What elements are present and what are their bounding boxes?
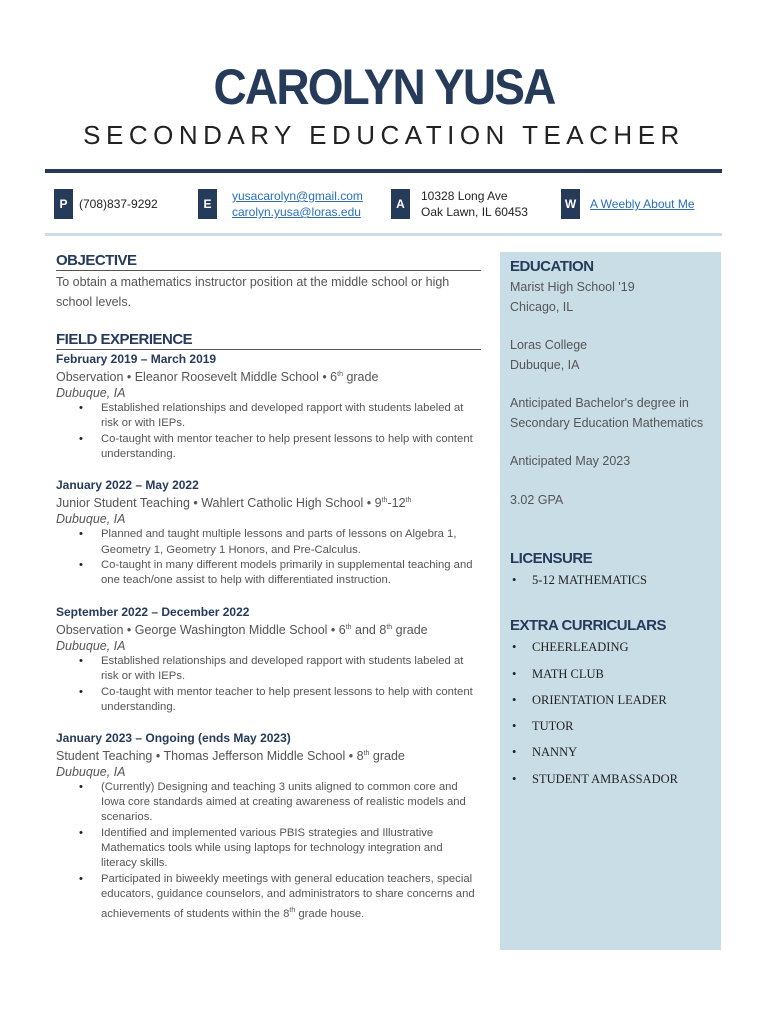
contact-divider bbox=[45, 233, 722, 236]
job-bullet: • Co-taught with mentor teacher to help present lessons to help with content understanding. bbox=[101, 685, 481, 715]
job-bullet: • (Currently) Designing and teaching 3 units aligned to common core and Iowa core standards aimed at creating awareness of realistic models and scenarios. bbox=[101, 780, 481, 826]
extra-item: • NANNY bbox=[532, 739, 715, 765]
job-date: September 2022 – December 2022 bbox=[56, 604, 250, 619]
sidebar bbox=[500, 252, 721, 950]
job-bullet: • Co-taught in many different models primarily in supplemental teaching and one teach/one assist to help with differentiated instruction. bbox=[101, 558, 481, 588]
education-gpa: 3.02 GPA bbox=[510, 492, 564, 507]
education-degree: Anticipated Bachelor's degree in Secondary Education Mathematics bbox=[510, 396, 704, 430]
resume-title: SECONDARY EDUCATION TEACHER bbox=[83, 120, 685, 150]
job-entry bbox=[56, 477, 481, 588]
job-title: Student Teaching • Thomas Jefferson Middle School • 8th grade bbox=[56, 748, 405, 763]
job-location: Dubuque, IA bbox=[56, 386, 126, 400]
objective-text: To obtain a mathematics instructor position at the middle school or high school levels. bbox=[56, 275, 450, 309]
extra-item: • TUTOR bbox=[532, 713, 715, 739]
job-bullet: • Established relationships and developed rapport with students labeled at risk or with IEPs. bbox=[101, 401, 481, 431]
job-bullet: • Established relationships and developed rapport with students labeled at risk or with IEPs. bbox=[101, 654, 481, 684]
address-line-1: 10328 Long Ave bbox=[421, 189, 508, 203]
job-bullet: • Participated in biweekly meetings with general education teachers, special educators, guidance counselors, and administrators to share concerns and achievements of students within the 8th grade house. bbox=[101, 872, 481, 922]
phone-badge-icon: P bbox=[54, 189, 73, 219]
education-school-1: Marist High School '19 bbox=[510, 280, 635, 294]
job-date: February 2019 – March 2019 bbox=[56, 352, 217, 366]
job-title: Junior Student Teaching • Wahlert Catholic High School • 9th-12th bbox=[56, 496, 412, 511]
education-city-2: Dubuque, IA bbox=[510, 357, 580, 372]
job-location: Dubuque, IA bbox=[56, 512, 126, 527]
phone-number: (708)837-9292 bbox=[79, 197, 158, 211]
contact-bar bbox=[45, 178, 722, 230]
education-city-1: Chicago, IL bbox=[510, 299, 574, 314]
licensure-item: • 5-12 MATHEMATICS bbox=[532, 567, 715, 593]
education-anticipated: Anticipated May 2023 bbox=[510, 454, 631, 468]
job-date: January 2022 – May 2022 bbox=[56, 478, 199, 493]
extra-item: • STUDENT AMBASSADOR bbox=[532, 766, 715, 792]
email-link-2[interactable]: carolyn.yusa@loras.edu bbox=[232, 205, 361, 219]
job-entry bbox=[56, 604, 481, 715]
job-title: Observation • George Washington Middle School • 6th and 8th grade bbox=[56, 622, 428, 637]
address-badge-icon: A bbox=[391, 189, 410, 219]
email-link-1[interactable]: yusacarolyn@gmail.com bbox=[232, 189, 363, 203]
main-column bbox=[56, 252, 481, 922]
objective-heading: OBJECTIVE bbox=[56, 252, 481, 271]
job-bullet: • Identified and implemented various PBIS strategies and Illustrative Mathematics tools while using laptops for technology integration and literacy skills. bbox=[101, 826, 481, 872]
job-location: Dubuque, IA bbox=[56, 638, 126, 653]
extra-item: • MATH CLUB bbox=[532, 661, 715, 687]
job-bullet: • Co-taught with mentor teacher to help present lessons to help with content understanding. bbox=[101, 432, 481, 462]
extra-item: • ORIENTATION LEADER bbox=[532, 687, 715, 713]
job-date: January 2023 – Ongoing (ends May 2023) bbox=[56, 730, 291, 745]
header-divider bbox=[45, 169, 722, 173]
resume-name: CAROLYN YUSA bbox=[213, 59, 555, 115]
website-link[interactable]: A Weebly About Me bbox=[590, 197, 695, 211]
education-heading: EDUCATION bbox=[510, 258, 594, 275]
licensure-heading: LICENSURE bbox=[510, 550, 593, 567]
education-school-2: Loras College bbox=[510, 338, 588, 352]
experience-heading: FIELD EXPERIENCE bbox=[56, 331, 481, 350]
extra-item: • CHEERLEADING bbox=[532, 634, 715, 660]
extra-heading: EXTRA CURRICULARS bbox=[510, 617, 666, 635]
address-line-2: Oak Lawn, IL 60453 bbox=[421, 205, 528, 219]
job-bullet: • Planned and taught multiple lessons and parts of lessons on Algebra 1, Geometry 1, Geometry 1 Honors, and Pre-Calculus. bbox=[101, 527, 481, 557]
job-title: Observation • Eleanor Roosevelt Middle School • 6th grade bbox=[56, 370, 379, 384]
job-entry bbox=[56, 351, 481, 462]
web-badge-icon: W bbox=[561, 189, 580, 219]
job-location: Dubuque, IA bbox=[56, 764, 126, 779]
email-badge-icon: E bbox=[198, 189, 217, 219]
job-entry bbox=[56, 730, 481, 922]
